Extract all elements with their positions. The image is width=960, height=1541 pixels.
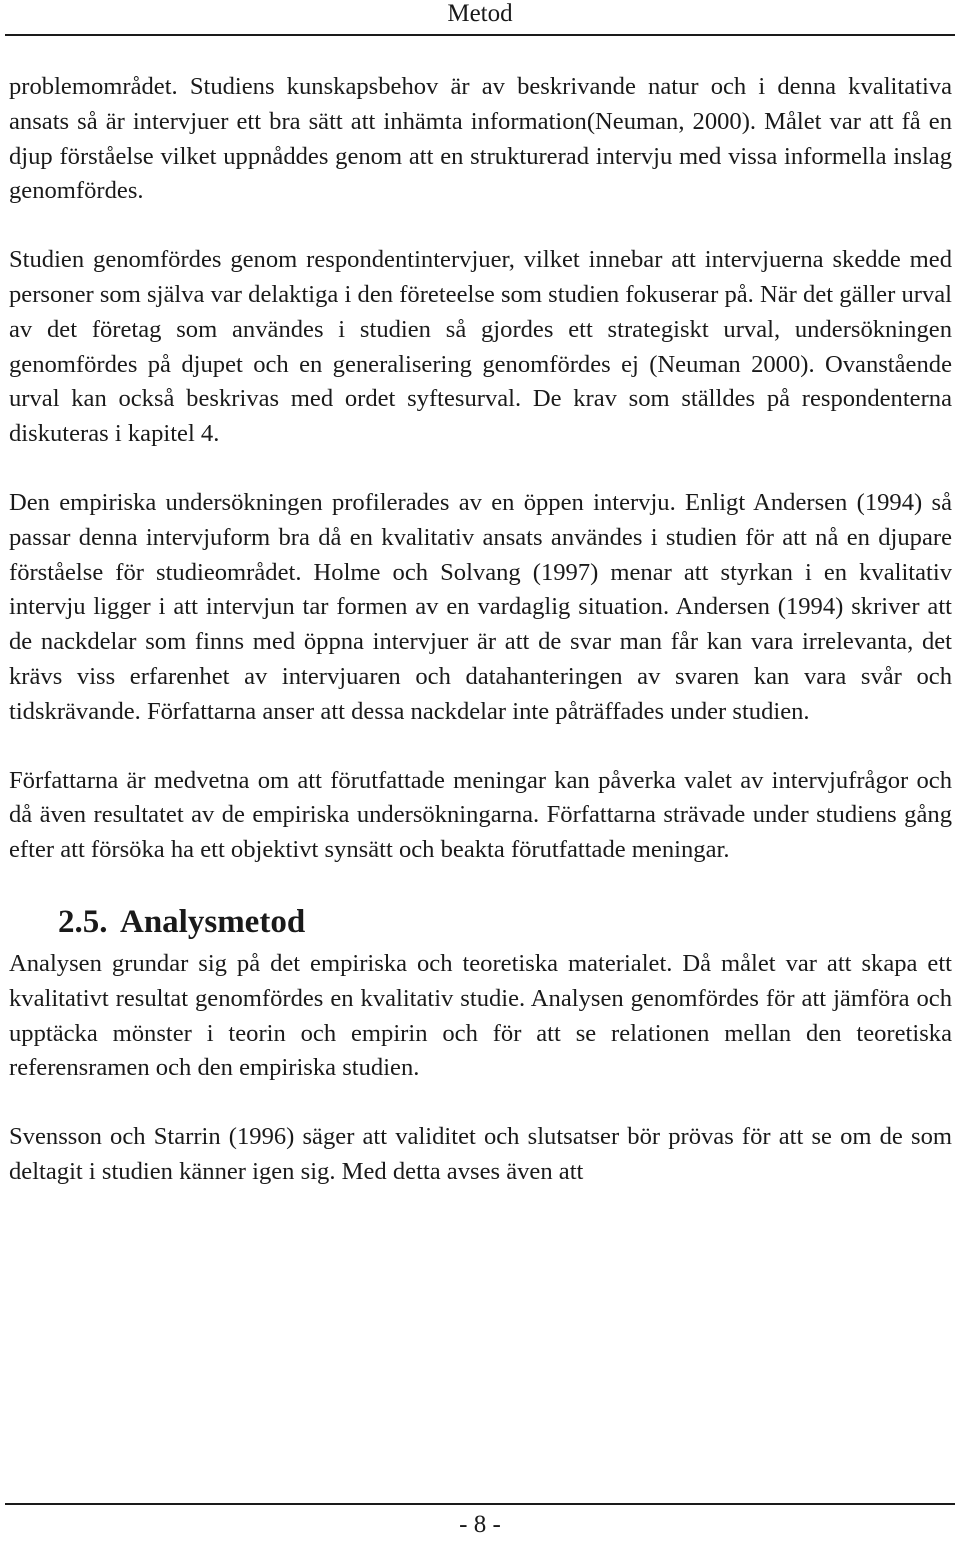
- paragraph-1: problemområdet. Studiens kunskapsbehov är av beskrivande natur och i denna kvalitativa ansats så är intervjuer ett bra sätt att inhämta information(Neuman, 2000). Målet var att få en djup förståelse vilket uppnåddes genom att en strukturerad intervju med vissa informella inslag genomfördes.: [9, 73, 952, 205]
- section-title: Analysmetod: [120, 903, 306, 940]
- footer-rule: [5, 1503, 955, 1505]
- section-heading: [58, 902, 952, 942]
- paragraph-2: Studien genomfördes genom respondentintervjuer, vilket innebar att intervjuerna skedde med personer som själva var delaktiga i den företeelse som studien fokuserar på. När det gäller urval av det företag som användes i studien så gjordes ett strategiskt urval, undersökningen genomfördes på djupet och en generalisering genomfördes ej (Neuman 2000). Ovanstående urval kan också beskrivas med ordet syftesurval. De krav som ställdes på respondenterna diskuteras i kapitel 4.: [9, 246, 952, 448]
- paragraph-6: Svensson och Starrin (1996) säger att validitet och slutsatser bör prövas för att se om de som deltagit i studien känner igen sig. Med detta avses även att: [9, 1123, 952, 1185]
- section-number: 2.5.: [58, 903, 108, 940]
- body-text: [9, 70, 952, 1224]
- page-number: - 8 -: [459, 1511, 501, 1538]
- paragraph-5: Analysen grundar sig på det empiriska och teoretiska materialet. Då målet var att skapa ett kvalitativt resultat genomfördes en kvalitativ studie. Analysen genomfördes för att jämföra och upptäcka mönster i teorin och empirin och för att se relationen mellan den teoretiska referensramen och den empiriska studien.: [9, 949, 952, 1082]
- header-rule: [5, 34, 955, 36]
- running-header: Metod: [447, 0, 513, 27]
- paragraph-3: Den empiriska undersökningen profilerades av en öppen intervju. Enligt Andersen (1994) så passar denna intervjuform bra då en kvalitativ ansats användes i studien för att nå en djupare förståelse för studieområdet. Holme och Solvang (1997) menar att styrkan i en kvalitativ intervju ligger i att intervjun tar formen av en vardaglig situation. Andersen (1994) skriver att de nackdelar som finns med öppna intervjuer är att de svar man får kan vara irrelevanta, det krävs viss erfarenhet av intervjuaren och datahanteringen av svaren kan vara svår och tidskrävande. Författarna anser att dessa nackdelar inte påträffades under studien.: [9, 488, 952, 725]
- paragraph-4: Författarna är medvetna om att förutfattade meningar kan påverka valet av intervjufrågor och då även resultatet av de empiriska undersökningarna. Författarna strävade under studiens gång efter att försöka ha ett objektivt synsätt och beakta förutfattade meningar.: [9, 766, 952, 864]
